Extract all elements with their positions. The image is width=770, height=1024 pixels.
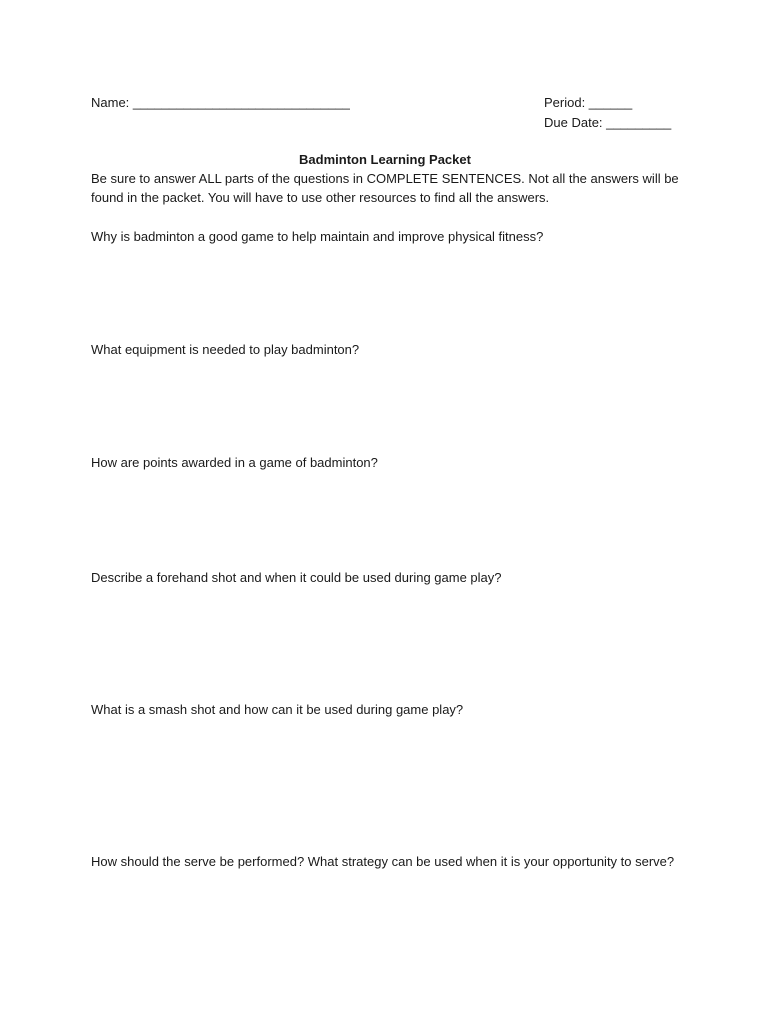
- question-4: Describe a forehand shot and when it could be used during game play?: [91, 570, 502, 585]
- name-field-label: Name: ______________________________: [91, 95, 350, 110]
- question-1: Why is badminton a good game to help maintain and improve physical fitness?: [91, 229, 544, 244]
- question-2: What equipment is needed to play badminton?: [91, 342, 360, 357]
- due-date-field-label: Due Date: _________: [544, 115, 672, 130]
- question-3: How are points awarded in a game of badminton?: [91, 455, 378, 470]
- instructions-paragraph: Be sure to answer ALL parts of the questions in COMPLETE SENTENCES. Not all the answers will be found in the packet. You will have to use other resources to find all the answers.: [91, 171, 679, 205]
- packet-title: Badminton Learning Packet: [299, 152, 471, 167]
- question-5: What is a smash shot and how can it be used during game play?: [91, 702, 464, 717]
- question-6: How should the serve be performed? What strategy can be used when it is your opportunity to serve?: [91, 854, 675, 869]
- period-field-label: Period: ______: [544, 95, 633, 110]
